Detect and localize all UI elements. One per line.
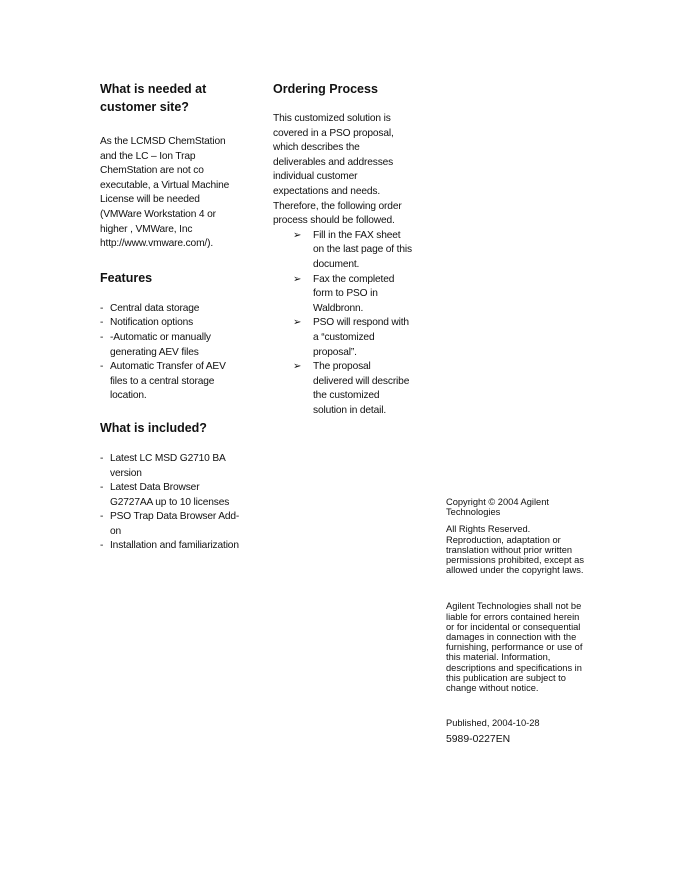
list-item-text: Fax the completed form to PSO in Waldbronn.	[313, 273, 395, 314]
list-item-text: Fill in the FAX sheet on the last page of this document.	[313, 229, 412, 270]
included-list	[100, 452, 240, 554]
middle-column	[273, 80, 413, 418]
list-item	[293, 360, 413, 418]
dash-marker: -	[100, 331, 104, 343]
list-item-text: Automatic Transfer of AEV files to a central storage location.	[110, 361, 226, 402]
list-item-text: Installation and familiarization	[110, 540, 239, 552]
list-item-text: PSO Trap Data Browser Add-on	[110, 511, 240, 537]
dash-marker: -	[100, 361, 104, 373]
list-item-text: PSO will respond with a “customized proposal”.	[313, 317, 409, 358]
arrow-bullet-icon: ➢	[293, 361, 302, 373]
arrow-bullet-icon: ➢	[293, 273, 302, 285]
left-column	[100, 80, 240, 554]
list-item-text: Central data storage	[110, 302, 200, 314]
list-item-text: -Automatic or manually generating AEV files	[110, 331, 211, 358]
right-column	[446, 497, 586, 745]
dash-marker: -	[100, 452, 104, 464]
list-item	[100, 539, 240, 554]
list-item	[100, 331, 240, 360]
dash-marker: -	[100, 317, 104, 329]
ordering-body: This customized solution is covered in a PSO proposal, which describes the deliverables and addresses individual customer expectations and needs. Therefore, the following order process should be followed.	[273, 113, 402, 227]
copyright-notice: Copyright © 2004 Agilent Technologies	[446, 497, 549, 518]
arrow-bullet-icon: ➢	[293, 317, 302, 329]
ordering-steps-list	[273, 229, 413, 419]
rights-statement: All Rights Reserved. Reproduction, adaptation or translation without prior written permissions prohibited, except as allowed under the copyright laws.	[446, 524, 584, 576]
published-date: Published, 2004-10-28	[446, 718, 540, 729]
list-item-text: Latest Data Browser G2727AA up to 10 licenses	[110, 482, 230, 508]
arrow-bullet-icon: ➢	[293, 229, 302, 241]
list-item	[293, 229, 413, 273]
list-item	[100, 316, 240, 331]
list-item	[100, 452, 240, 481]
list-item	[100, 302, 240, 317]
ordering-heading: Ordering Process	[273, 82, 378, 96]
dash-marker: -	[100, 540, 104, 552]
dash-marker: -	[100, 511, 104, 523]
features-heading: Features	[100, 270, 153, 285]
needed-body: As the LCMSD ChemStation and the LC – Ion Trap ChemStation are not co executable, a Virtual Machine License will be needed (VMWare Workstation 4 or higher , VMWare, Inc http://www.vmware.com/).	[100, 136, 230, 250]
features-list	[100, 302, 240, 404]
list-item	[100, 360, 240, 404]
list-item-text: Notification options	[110, 317, 194, 329]
list-item-text: The proposal delivered will describe the customized solution in detail.	[313, 361, 410, 416]
list-item	[293, 273, 413, 317]
needed-heading: What is needed at customer site?	[100, 82, 207, 114]
publication-number: 5989-0227EN	[446, 734, 511, 746]
liability-statement: Agilent Technologies shall not be liable for errors contained herein or for incidental or consequential damages in connection with the furnishing, performance or use of this material. Information, descriptions and specifications in this publication are subject to change without notice.	[446, 601, 583, 694]
list-item	[100, 510, 240, 539]
included-heading: What is included?	[100, 420, 207, 435]
list-item-text: Latest LC MSD G2710 BA version	[110, 452, 226, 479]
dash-marker: -	[100, 482, 104, 494]
list-item	[293, 316, 413, 360]
dash-marker: -	[100, 302, 104, 314]
list-item	[100, 481, 240, 510]
